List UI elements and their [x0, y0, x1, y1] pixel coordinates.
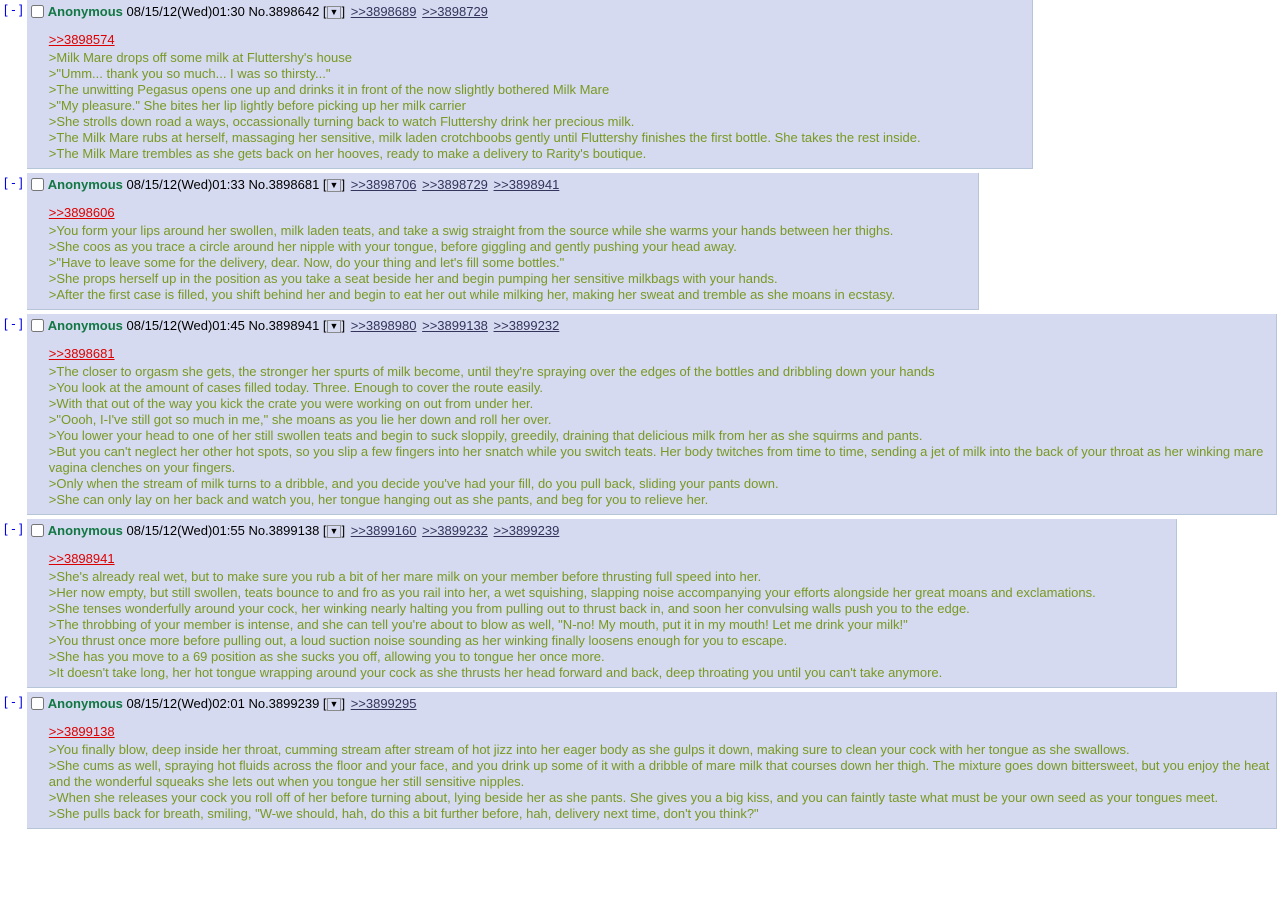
post-header: Anonymous 08/15/12(Wed)01:30 No.3898642 [ ▼ ] >>3898689 >>3898729 — [31, 3, 1026, 22]
post-body — [27, 692, 1277, 829]
post-backlink[interactable]: >>3899160 — [350, 523, 417, 538]
post-message — [49, 32, 1026, 162]
post-message — [49, 346, 1270, 508]
post-greentext-line: >She pulls back for breath, smiling, "W-we should, hah, do this a bit further before, hah, delivery next time, don't you think?" — [48, 806, 759, 821]
post-body — [27, 519, 1177, 688]
post-greentext-line: >You form your lips around her swollen, milk laden teats, and take a swig straight from the source while she warms your hands between her thighs. — [48, 223, 894, 238]
post-message — [49, 551, 1170, 681]
post-greentext-line: >She can only lay on her back and watch you, her tongue hanging out as she pants, and beg for you to relieve her. — [48, 492, 709, 507]
post-body — [27, 173, 979, 310]
chevron-down-icon: ▼ — [327, 320, 342, 333]
post-header: Anonymous 08/15/12(Wed)02:01 No.3899239 [ ▼ ] >>3899295 — [31, 695, 1270, 714]
post-greentext-line: >When she releases your cock you roll off of her before turning about, lying beside her as she pants. She gives you a big kiss, and you can faintly taste what must be your own seed as your tongues meet. — [48, 790, 1219, 805]
post-datetime: 08/15/12(Wed)01:55 — [126, 523, 245, 538]
post-datetime: 08/15/12(Wed)01:45 — [126, 318, 245, 333]
post-collapse-toggle[interactable]: [ - ] — [4, 2, 23, 17]
post-greentext-line: >The throbbing of your member is intense, and she can tell you're about to blow as well, "N-no! My mouth, put it in my mouth! Let me drink your milk!" — [48, 617, 908, 632]
post-body — [27, 314, 1277, 515]
post-greentext-line: >You thrust once more before pulling out, a loud suction noise sounding as her winking finally loosens enough for you to escape. — [48, 633, 788, 648]
post-collapse-toggle[interactable]: [ - ] — [4, 694, 23, 709]
post-header: Anonymous 08/15/12(Wed)01:45 No.3898941 [ ▼ ] >>3898980 >>3899138 >>3899232 — [31, 317, 1270, 336]
post-number[interactable]: No.3899138 — [248, 523, 320, 538]
post — [0, 692, 1280, 829]
post-greentext-line: >You look at the amount of cases filled today. Three. Enough to cover the route easily. — [48, 380, 543, 395]
post-greentext-line: >"Have to leave some for the delivery, dear. Now, do your thing and let's fill some bottles." — [48, 255, 565, 270]
post-greentext-line: >Only when the stream of milk turns to a dribble, and you decide you've had your fill, do you pull back, sliding your pants down. — [48, 476, 779, 491]
post-quotelink[interactable]: >>3898681 — [48, 346, 115, 361]
post-backlink[interactable]: >>3899295 — [350, 696, 417, 711]
post-wrapper — [0, 173, 1280, 310]
post-greentext-line: >The Milk Mare rubs at herself, massaging her sensitive, milk laden crotchboobs gently until Fluttershy finishes the first bottle. She takes the rest inside. — [48, 130, 921, 145]
post-greentext-line: >"Umm... thank you so much... I was so thirsty..." — [48, 66, 331, 81]
post-backlink[interactable]: >>3898729 — [422, 177, 488, 192]
post-greentext-line: >The Milk Mare trembles as she gets back on her hooves, ready to make a delivery to Rarity's boutique. — [48, 146, 647, 161]
post-quotelink[interactable]: >>3898941 — [48, 551, 115, 566]
post — [0, 519, 1280, 688]
post-author-name: Anonymous — [47, 523, 123, 538]
post — [0, 173, 1280, 310]
post-collapse-toggle[interactable]: [ - ] — [4, 521, 23, 536]
post-greentext-line: >"My pleasure." She bites her lip lightly before picking up her milk carrier — [48, 98, 466, 113]
post-backlink[interactable]: >>3898706 — [350, 177, 417, 192]
post-datetime: 08/15/12(Wed)01:30 — [126, 4, 245, 19]
post-number[interactable]: No.3898642 — [248, 4, 320, 19]
post — [0, 314, 1280, 515]
post-greentext-line: >With that out of the way you kick the crate you were working on out from under her. — [48, 396, 534, 411]
post-author-name: Anonymous — [47, 696, 123, 711]
chevron-down-icon: ▼ — [327, 6, 342, 19]
post-menu-button[interactable] — [327, 523, 342, 538]
post-number[interactable]: No.3898681 — [248, 177, 320, 192]
post-greentext-line: >After the first case is filled, you shift behind her and begin to eat her out while milking her, making her sweat and tremble as she moans in ecstasy. — [48, 287, 896, 302]
post-select-checkbox[interactable] — [31, 5, 44, 18]
chevron-down-icon: ▼ — [327, 525, 342, 538]
post-greentext-line: >But you can't neglect her other hot spots, so you slip a few fingers into her snatch while you switch teats. Her body twitches from time to time, sending a jet of milk into the back of your throat as her winking mare vagina clenches on your fingers. — [48, 444, 1264, 475]
post-collapse-toggle[interactable]: [ - ] — [4, 175, 23, 190]
post-greentext-line: >"Oooh, I-I've still got so much in me," she moans as you lie her down and roll her over. — [48, 412, 552, 427]
post-header: Anonymous 08/15/12(Wed)01:33 No.3898681 [ ▼ ] >>3898706 >>3898729 >>3898941 — [31, 176, 972, 195]
post-datetime: 08/15/12(Wed)01:33 — [126, 177, 245, 192]
post-greentext-line: >The closer to orgasm she gets, the stronger her spurts of milk become, until they're spraying over the edges of the bottles and dribbling down your hands — [48, 364, 935, 379]
post-greentext-line: >She cums as well, spraying hot fluids across the floor and your face, and you drink up some of it with a dribble of mare milk that courses down her thigh. The mixture goes down bittersweet, but you enjoy the heat and the wonderful squeaks she lets out when you tongue her still sensitive nipples. — [48, 758, 1270, 789]
post-wrapper — [0, 692, 1280, 829]
post-menu-button[interactable] — [327, 177, 342, 192]
post-menu-button[interactable] — [327, 696, 342, 711]
post-greentext-line: >She's already real wet, but to make sure you rub a bit of her mare milk on your member before thrusting full speed into her. — [48, 569, 762, 584]
chevron-down-icon: ▼ — [327, 179, 342, 192]
post-number[interactable]: No.3899239 — [248, 696, 320, 711]
post-greentext-line: >She coos as you trace a circle around her nipple with your tongue, before giggling and gently pushing your head away. — [48, 239, 737, 254]
post-backlink[interactable]: >>3898729 — [422, 4, 488, 19]
post-author-name: Anonymous — [47, 4, 123, 19]
post-author-name: Anonymous — [47, 318, 123, 333]
post-collapse-toggle[interactable]: [ - ] — [4, 316, 23, 331]
post — [0, 0, 1280, 169]
post-backlink[interactable]: >>3898689 — [350, 4, 417, 19]
post-greentext-line: >It doesn't take long, her hot tongue wrapping around your cock as she thrusts her head forward and back, deep throating you until you can't take anymore. — [48, 665, 943, 680]
post-backlink[interactable]: >>3899232 — [422, 523, 488, 538]
post-select-checkbox[interactable] — [31, 697, 44, 710]
post-greentext-line: >She tenses wonderfully around your cock, her winking nearly halting you from pulling out to thrust back in, and soon her convulsing walls push you to the edge. — [48, 601, 970, 616]
post-body — [27, 0, 1033, 169]
chevron-down-icon: ▼ — [327, 698, 342, 711]
post-wrapper — [0, 314, 1280, 515]
post-greentext-line: >She has you move to a 69 position as she sucks you off, allowing you to tongue her once more. — [48, 649, 605, 664]
post-menu-button[interactable] — [327, 4, 342, 19]
post-backlink[interactable]: >>3899232 — [493, 318, 560, 333]
post-greentext-line: >The unwitting Pegasus opens one up and drinks it in front of the now slightly bothered Milk Mare — [48, 82, 610, 97]
post-backlink[interactable]: >>3899138 — [422, 318, 488, 333]
post-select-checkbox[interactable] — [31, 524, 44, 537]
post-backlink[interactable]: >>3898980 — [350, 318, 417, 333]
post-quotelink[interactable]: >>3898574 — [48, 32, 115, 47]
post-header: Anonymous 08/15/12(Wed)01:55 No.3899138 [ ▼ ] >>3899160 >>3899232 >>3899239 — [31, 522, 1170, 541]
post-wrapper — [0, 0, 1280, 169]
post-quotelink[interactable]: >>3898606 — [48, 205, 115, 220]
post-greentext-line: >She props herself up in the position as you take a seat beside her and begin pumping her sensitive milkbags with your hands. — [48, 271, 778, 286]
post-select-checkbox[interactable] — [31, 178, 44, 191]
post-datetime: 08/15/12(Wed)02:01 — [126, 696, 245, 711]
post-wrapper — [0, 519, 1280, 688]
post-message — [49, 205, 972, 303]
post-backlink[interactable]: >>3899239 — [493, 523, 560, 538]
post-number[interactable]: No.3898941 — [248, 318, 320, 333]
post-message — [49, 724, 1270, 822]
post-quotelink[interactable]: >>3899138 — [48, 724, 115, 739]
post-greentext-line: >Milk Mare drops off some milk at Fluttershy's house — [48, 50, 352, 65]
post-backlink[interactable]: >>3898941 — [493, 177, 560, 192]
post-greentext-line: >Her now empty, but still swollen, teats bounce to and fro as you rail into her, a wet squishing, slapping noise accompanying your efforts alongside her great moans and exclamations. — [48, 585, 1096, 600]
post-select-checkbox[interactable] — [31, 319, 44, 332]
post-greentext-line: >You finally blow, deep inside her throat, cumming stream after stream of hot jizz into her eager body as she gulps it down, making sure to clean your cock with her tongue as she swallows. — [48, 742, 1130, 757]
post-greentext-line: >She strolls down road a ways, occassionally turning back to watch Fluttershy drink her precious milk. — [48, 114, 635, 129]
post-author-name: Anonymous — [47, 177, 123, 192]
post-greentext-line: >You lower your head to one of her still swollen teats and begin to suck sloppily, greedily, draining that delicious milk from her as she squirms and pants. — [48, 428, 923, 443]
post-menu-button[interactable] — [327, 318, 342, 333]
